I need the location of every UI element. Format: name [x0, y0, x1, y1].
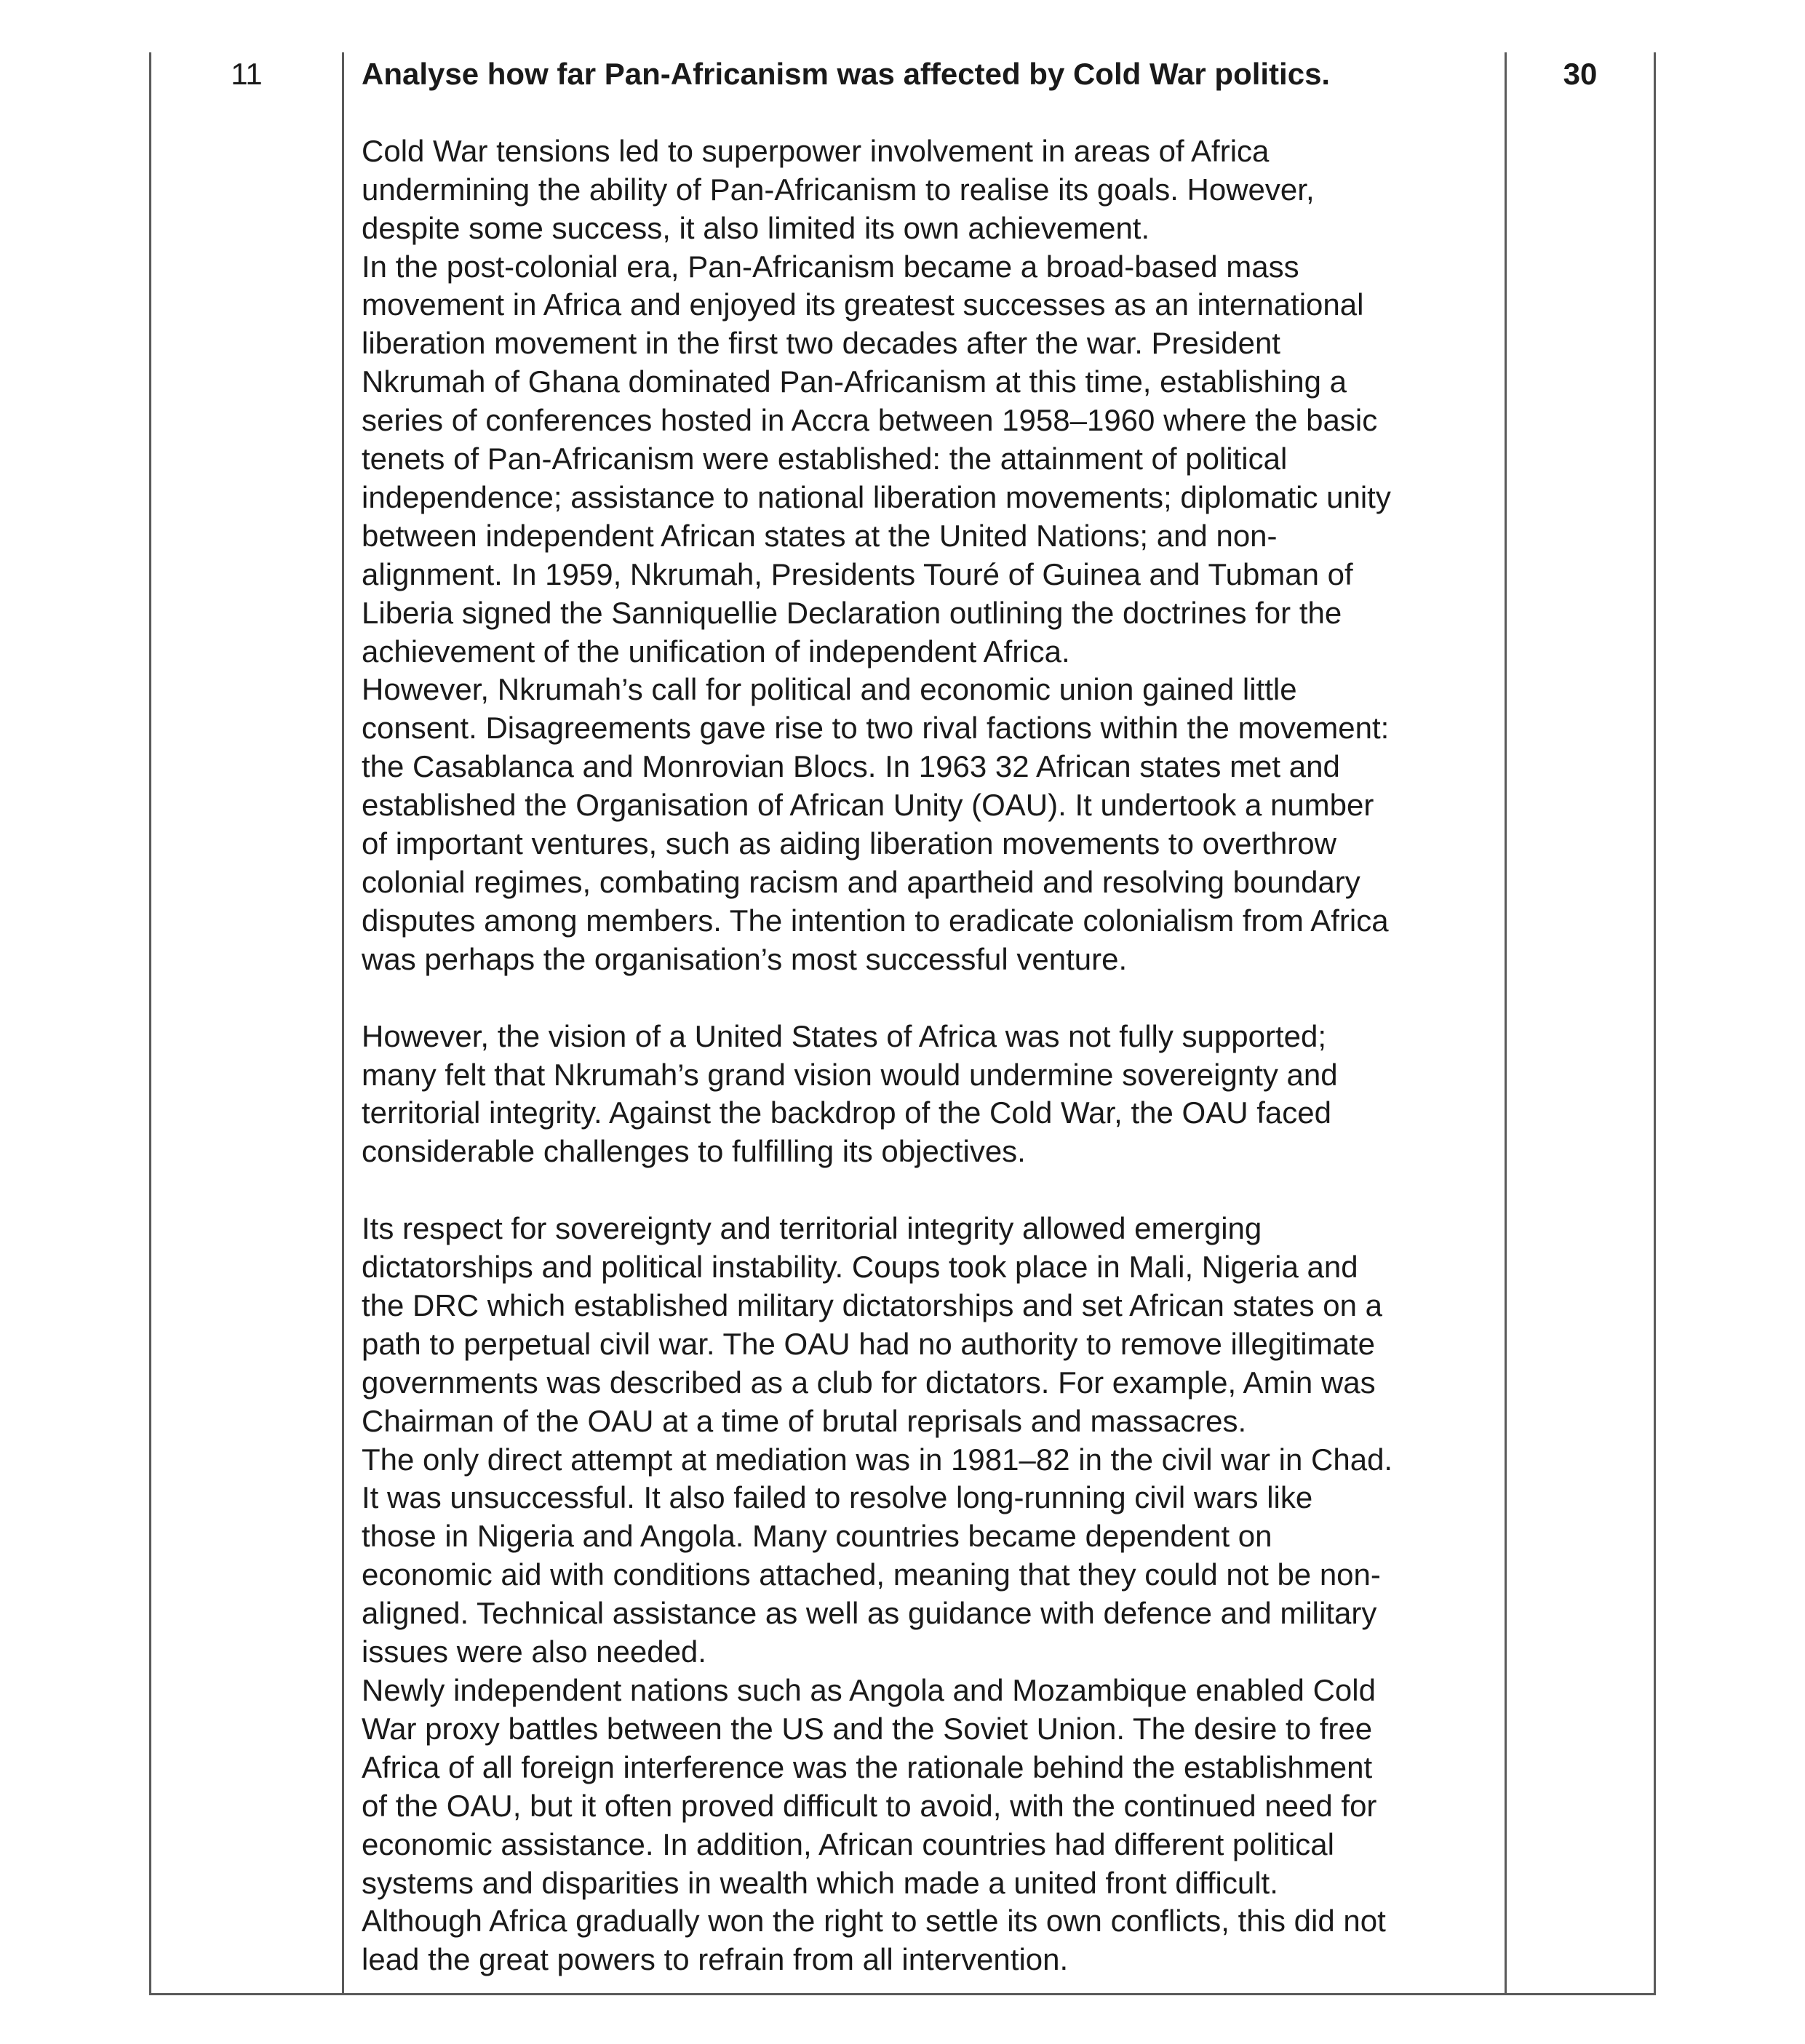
- table-border-left: [149, 52, 151, 1995]
- answer-line: economic aid with conditions attached, meaning that they could not be non-: [362, 1557, 1381, 1592]
- answer-line: path to perpetual civil war. The OAU had no authority to remove illegitimate: [362, 1326, 1375, 1361]
- answer-line: achievement of the unification of independent Africa.: [362, 634, 1070, 668]
- answer-cell: [362, 55, 1497, 1979]
- answer-line: many felt that Nkrumah’s grand vision would undermine sovereignty and: [362, 1057, 1338, 1092]
- answer-line: aligned. Technical assistance as well as guidance with defence and military: [362, 1596, 1377, 1631]
- answer-line: Africa of all foreign interference was the rationale behind the establishment: [362, 1749, 1373, 1784]
- table-border-right: [1654, 52, 1656, 1995]
- answer-line: Newly independent nations such as Angola and Mozambique enabled Cold: [362, 1673, 1376, 1708]
- answer-line: territorial integrity. Against the backdrop of the Cold War, the OAU faced: [362, 1095, 1331, 1130]
- answer-line: liberation movement in the first two decades after the war. President: [362, 326, 1280, 361]
- answer-line: of the OAU, but it often proved difficult to avoid, with the continued need for: [362, 1788, 1377, 1823]
- answer-line: considerable challenges to fulfilling its objectives.: [362, 1134, 1026, 1169]
- answer-line: The only direct attempt at mediation was in 1981–82 in the civil war in Chad.: [362, 1442, 1393, 1477]
- mark-scheme-answer: [362, 94, 1497, 1979]
- answer-line: consent. Disagreements gave rise to two rival factions within the movement:: [362, 711, 1390, 746]
- answer-line: established the Organisation of African Unity (OAU). It undertook a number: [362, 788, 1374, 823]
- answer-line: alignment. In 1959, Nkrumah, Presidents Touré of Guinea and Tubman of: [362, 556, 1353, 591]
- answer-line: War proxy battles between the US and the Soviet Union. The desire to free: [362, 1711, 1373, 1746]
- question-title: Analyse how far Pan-Africanism was affected by Cold War politics.: [362, 57, 1331, 91]
- paragraph-gap: [362, 1171, 1497, 1210]
- answer-line: In the post-colonial era, Pan-Africanism became a broad-based mass: [362, 249, 1299, 284]
- answer-line: lead the great powers to refrain from all intervention.: [362, 1942, 1069, 1977]
- answer-line: series of conferences hosted in Accra between 1958–1960 where the basic: [362, 403, 1378, 438]
- paragraph-gap: [362, 94, 1497, 132]
- answer-line: undermining the ability of Pan-Africanism to realise its goals. However,: [362, 172, 1315, 207]
- answer-line: Although Africa gradually won the right to settle its own conflicts, this did not: [362, 1904, 1386, 1939]
- answer-line: tenets of Pan-Africanism were established: the attainment of political: [362, 442, 1288, 476]
- answer-line: colonial regimes, combating racism and apartheid and resolving boundary: [362, 865, 1360, 900]
- answer-line: Cold War tensions led to superpower involvement in areas of Africa: [362, 133, 1270, 168]
- answer-line: Liberia signed the Sanniquellie Declaration outlining the doctrines for the: [362, 595, 1342, 630]
- answer-line: dictatorships and political instability. Coups took place in Mali, Nigeria and: [362, 1250, 1358, 1285]
- answer-line: movement in Africa and enjoyed its greatest successes as an international: [362, 287, 1364, 322]
- table-border-bottom: [149, 1993, 1656, 1995]
- answer-line: between independent African states at the United Nations; and non-: [362, 518, 1278, 553]
- answer-line: independence; assistance to national liberation movements; diplomatic unity: [362, 479, 1391, 514]
- paragraph-gap: [362, 979, 1497, 1018]
- answer-line: It was unsuccessful. It also failed to resolve long-running civil wars like: [362, 1480, 1313, 1515]
- answer-line: Nkrumah of Ghana dominated Pan-Africanism at this time, establishing a: [362, 364, 1347, 399]
- answer-line: those in Nigeria and Angola. Many countries became dependent on: [362, 1519, 1272, 1554]
- question-marks: 30: [1563, 57, 1598, 91]
- answer-line: issues were also needed.: [362, 1634, 706, 1669]
- answer-line: disputes among members. The intention to eradicate colonialism from Africa: [362, 903, 1389, 938]
- table-divider-number: [342, 52, 344, 1995]
- answer-line: of important ventures, such as aiding liberation movements to overthrow: [362, 826, 1337, 861]
- answer-line: systems and disparities in wealth which made a united front difficult.: [362, 1865, 1278, 1900]
- answer-line: However, the vision of a United States of Africa was not fully supported;: [362, 1018, 1327, 1053]
- answer-line: was perhaps the organisation’s most successful venture.: [362, 941, 1128, 976]
- answer-line: the DRC which established military dictatorships and set African states on a: [362, 1288, 1383, 1322]
- table-divider-marks: [1505, 52, 1507, 1995]
- question-number: 11: [231, 57, 263, 91]
- answer-line: governments was described as a club for dictators. For example, Amin was: [362, 1365, 1376, 1400]
- answer-line: economic assistance. In addition, African countries had different political: [362, 1827, 1334, 1861]
- answer-line: Its respect for sovereignty and territorial integrity allowed emerging: [362, 1211, 1262, 1246]
- answer-line: However, Nkrumah’s call for political and economic union gained little: [362, 672, 1297, 707]
- answer-line: the Casablanca and Monrovian Blocs. In 1963 32 African states met and: [362, 749, 1340, 784]
- answer-line: Chairman of the OAU at a time of brutal reprisals and massacres.: [362, 1403, 1247, 1438]
- answer-line: despite some success, it also limited its own achievement.: [362, 210, 1150, 245]
